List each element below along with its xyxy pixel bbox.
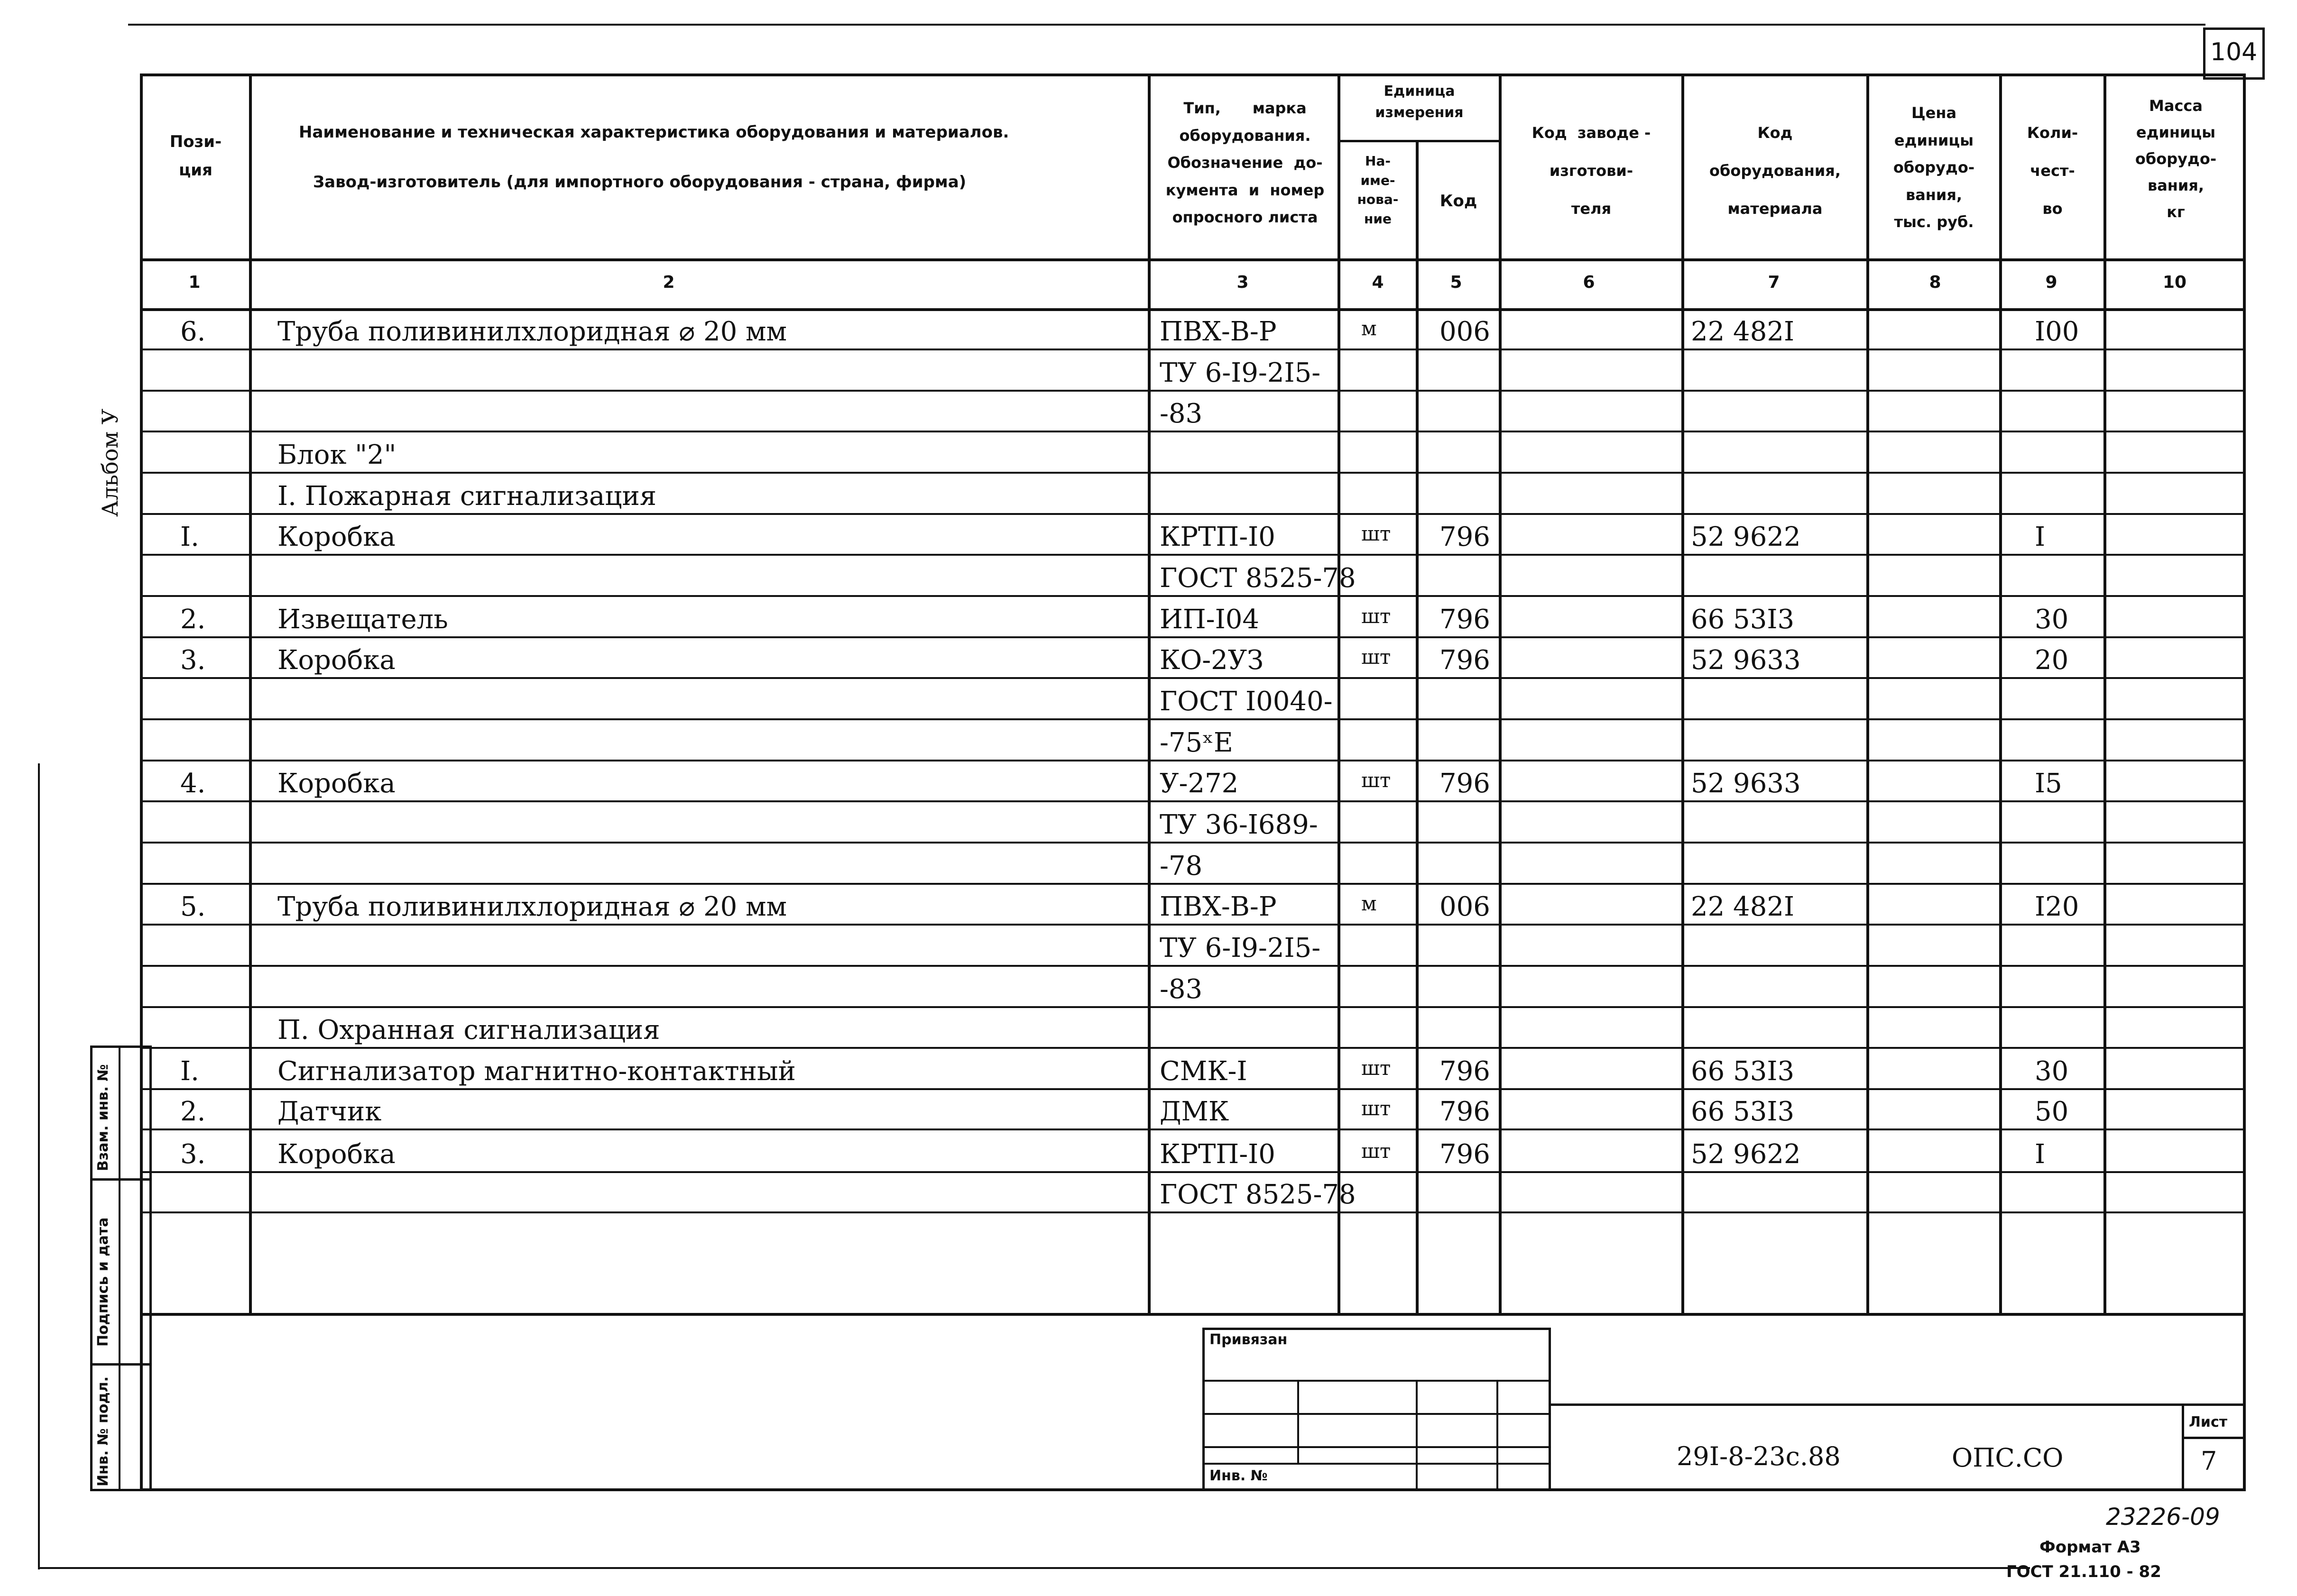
cell-unit-code: 006	[1439, 316, 1490, 347]
stamp-number: 23226-09	[2106, 1503, 2220, 1531]
cell-position: I.	[180, 522, 199, 552]
privyazan-rule	[1202, 1446, 1551, 1448]
table-bottom-rule	[140, 1313, 2246, 1316]
row-rule	[140, 965, 2246, 967]
header-quantity: Коли- чест- во	[2027, 124, 2078, 218]
row-rule	[140, 800, 2246, 802]
cell-name: Коробка	[277, 1139, 396, 1170]
side-inv-podl: Инв. № подл.	[95, 1376, 111, 1486]
cell-unit-code: 796	[1439, 1096, 1490, 1127]
row-rule	[140, 390, 2246, 392]
gost-label: ГОСТ 21.110 - 82	[2006, 1562, 2161, 1581]
cell-name: Коробка	[277, 645, 396, 676]
row-rule	[140, 1171, 2246, 1173]
cell-position: 3.	[180, 645, 206, 676]
privyazan-rule	[1496, 1380, 1498, 1491]
cell-type: ГОСТ 8525-78	[1160, 563, 1356, 594]
cell-unit: шт	[1361, 605, 1391, 628]
cell-unit-code: 796	[1439, 522, 1490, 552]
cell-unit: шт	[1361, 645, 1391, 669]
cell-unit: шт	[1361, 1056, 1391, 1080]
side-stamp-rule	[119, 1046, 120, 1491]
cell-quantity: 20	[2035, 645, 2069, 676]
cell-type: -83	[1160, 974, 1203, 1005]
cell-quantity: I20	[2035, 891, 2079, 922]
cell-unit-code: 006	[1439, 891, 1490, 922]
col-number: 1	[188, 273, 201, 292]
row-rule	[140, 1211, 2246, 1213]
row-rule	[140, 1006, 2246, 1008]
left-margin-line	[38, 763, 40, 1569]
row-rule	[140, 760, 2246, 761]
privyazan-rule	[1202, 1463, 1551, 1465]
row-rule	[140, 842, 2246, 844]
cell-position: 6.	[180, 316, 206, 347]
row-rule	[140, 349, 2246, 350]
title-rule	[1549, 1403, 2246, 1406]
cell-quantity: 30	[2035, 604, 2069, 635]
title-rule	[2182, 1437, 2246, 1439]
inv-no-label: Инв. №	[1209, 1468, 1268, 1484]
cell-unit: шт	[1361, 769, 1391, 792]
cell-type: ГОСТ I0040-	[1160, 686, 1333, 717]
col-number: 6	[1583, 273, 1595, 292]
row-rule	[140, 1088, 2246, 1090]
col-line	[1416, 140, 1419, 1316]
cell-type: ПВХ-В-Р	[1160, 316, 1277, 347]
row-rule	[140, 431, 2246, 432]
cell-position: I.	[180, 1056, 199, 1087]
cell-unit-code: 796	[1439, 768, 1490, 799]
cell-material-code: 22 482I	[1691, 891, 1795, 922]
cell-position: 2.	[180, 1096, 206, 1127]
cell-material-code: 52 9622	[1691, 1139, 1801, 1170]
row-rule	[140, 924, 2246, 926]
cell-material-code: 22 482I	[1691, 316, 1795, 347]
title-rule	[2182, 1403, 2184, 1491]
privyazan-rule	[1416, 1380, 1418, 1491]
cell-name: Блок "2"	[277, 440, 397, 470]
cell-name: Труба поливинилхлоридная ⌀ 20 мм	[277, 891, 787, 922]
cell-type: СМК-I	[1160, 1056, 1247, 1087]
cell-type: -75ˣЕ	[1160, 727, 1233, 758]
colnum-rule	[140, 308, 2246, 311]
header-material-code: Код оборудования, материала	[1709, 124, 1841, 218]
col-number: 2	[663, 273, 675, 292]
cell-quantity: I5	[2035, 768, 2062, 799]
cell-position: 5.	[180, 891, 206, 922]
privyazan-rule	[1202, 1380, 1551, 1382]
cell-type: -83	[1160, 398, 1203, 429]
cell-quantity: 50	[2035, 1096, 2069, 1127]
row-rule	[140, 883, 2246, 885]
cell-material-code: 52 9622	[1691, 522, 1801, 552]
col-number: 7	[1768, 273, 1780, 292]
cell-material-code: 66 53I3	[1691, 1096, 1795, 1127]
col-number: 9	[2045, 273, 2057, 292]
col-number: 8	[1929, 273, 1941, 292]
cell-type: КО-2УЗ	[1160, 645, 1264, 676]
cell-material-code: 52 9633	[1691, 768, 1801, 799]
header-unit-code: Код	[1439, 192, 1477, 211]
cell-type: КРТП-I0	[1160, 1139, 1275, 1170]
cell-unit: шт	[1361, 522, 1391, 545]
header-unit-name: На- име- нова- ние	[1357, 153, 1399, 227]
cell-unit: м	[1361, 317, 1377, 340]
album-label: Альбом У	[97, 408, 123, 517]
header-rule	[140, 258, 2246, 261]
cell-type: ДМК	[1160, 1096, 1229, 1127]
side-podpis: Подпись и дата	[95, 1217, 111, 1347]
row-rule	[140, 636, 2246, 638]
cell-type: КРТП-I0	[1160, 522, 1275, 552]
cell-position: 4.	[180, 768, 206, 799]
cell-name: Извещатель	[277, 604, 448, 635]
doc-code: 29I-8-23с.88	[1677, 1441, 1841, 1471]
cell-unit: шт	[1361, 1097, 1391, 1120]
cell-name: Труба поливинилхлоридная ⌀ 20 мм	[277, 316, 787, 347]
privyazan-label: Привязан	[1209, 1331, 1288, 1348]
cell-name: Коробка	[277, 522, 396, 552]
list-label: Лист	[2189, 1414, 2228, 1431]
cell-material-code: 66 53I3	[1691, 604, 1795, 635]
cell-name: Сигнализатор магнитно-контактный	[277, 1056, 796, 1087]
cell-quantity: I	[2035, 1139, 2046, 1170]
header-position: Пози- ция	[169, 132, 222, 180]
cell-type: -78	[1160, 851, 1203, 881]
col-number: 10	[2162, 273, 2187, 292]
cell-type: У-272	[1160, 768, 1239, 799]
privyazan-box	[1202, 1328, 1551, 1491]
header-factory-code: Код заводе - изготови- теля	[1531, 124, 1651, 218]
cell-type: ТУ 6-I9-2I5-	[1160, 358, 1321, 388]
cell-type: ТУ 6-I9-2I5-	[1160, 933, 1321, 963]
row-rule	[140, 472, 2246, 474]
header-price: Цена единицы оборудо- вания, тыс. руб.	[1893, 104, 1975, 231]
cell-name: I. Пожарная сигнализация	[277, 481, 657, 512]
row-rule	[140, 718, 2246, 720]
col-number: 4	[1372, 273, 1384, 292]
col-number: 5	[1450, 273, 1462, 292]
cell-name: П. Охранная сигнализация	[277, 1015, 660, 1046]
header-unit: Единица измерения	[1375, 83, 1464, 121]
bottom-rule	[38, 1567, 2030, 1569]
cell-quantity: 30	[2035, 1056, 2069, 1087]
cell-name: Коробка	[277, 768, 396, 799]
cell-quantity: I00	[2035, 316, 2079, 347]
header-name-1: Наименование и техническая характеристика оборудования и материалов.	[299, 123, 1009, 142]
side-stamp-rule	[90, 1363, 152, 1366]
list-value: 7	[2201, 1446, 2217, 1476]
format-label: Формат А3	[2039, 1538, 2141, 1557]
page-number: 104	[2210, 38, 2258, 66]
cell-unit: шт	[1361, 1139, 1391, 1163]
cell-material-code: 66 53I3	[1691, 1056, 1795, 1087]
header-name-2: Завод-изготовитель (для импортного оборудования - страна, фирма)	[313, 173, 967, 192]
cell-material-code: 52 9633	[1691, 645, 1801, 676]
privyazan-rule	[1202, 1413, 1551, 1415]
header-mass: Масса единицы оборудо- вания, кг	[2135, 97, 2217, 221]
cell-position: 2.	[180, 604, 206, 635]
col-number: 3	[1236, 273, 1249, 292]
header-type: Тип, марка оборудования. Обозначение до- кумента и номер опросного листа	[1165, 99, 1325, 227]
cell-position: 3.	[180, 1139, 206, 1170]
row-rule	[140, 513, 2246, 515]
cell-name: Датчик	[277, 1096, 382, 1127]
cell-type: ТУ 36-I689-	[1160, 809, 1318, 840]
row-rule	[140, 554, 2246, 556]
top-rule	[128, 24, 2205, 26]
cell-type: ПВХ-В-Р	[1160, 891, 1277, 922]
side-stamp-rule	[90, 1178, 152, 1181]
row-rule	[140, 677, 2246, 679]
cell-unit-code: 796	[1439, 604, 1490, 635]
cell-type: ГОСТ 8525-78	[1160, 1179, 1356, 1210]
cell-quantity: I	[2035, 522, 2046, 552]
cell-unit-code: 796	[1439, 1139, 1490, 1170]
row-rule	[140, 595, 2246, 597]
privyazan-rule	[1297, 1380, 1299, 1463]
doc-type: ОПС.СО	[1952, 1443, 2064, 1473]
side-vzam: Взам. инв. №	[95, 1064, 111, 1171]
row-rule	[140, 1047, 2246, 1049]
cell-unit: м	[1361, 892, 1377, 915]
row-rule	[140, 1128, 2246, 1130]
cell-type: ИП-I04	[1160, 604, 1259, 635]
cell-unit-code: 796	[1439, 645, 1490, 676]
cell-unit-code: 796	[1439, 1056, 1490, 1087]
